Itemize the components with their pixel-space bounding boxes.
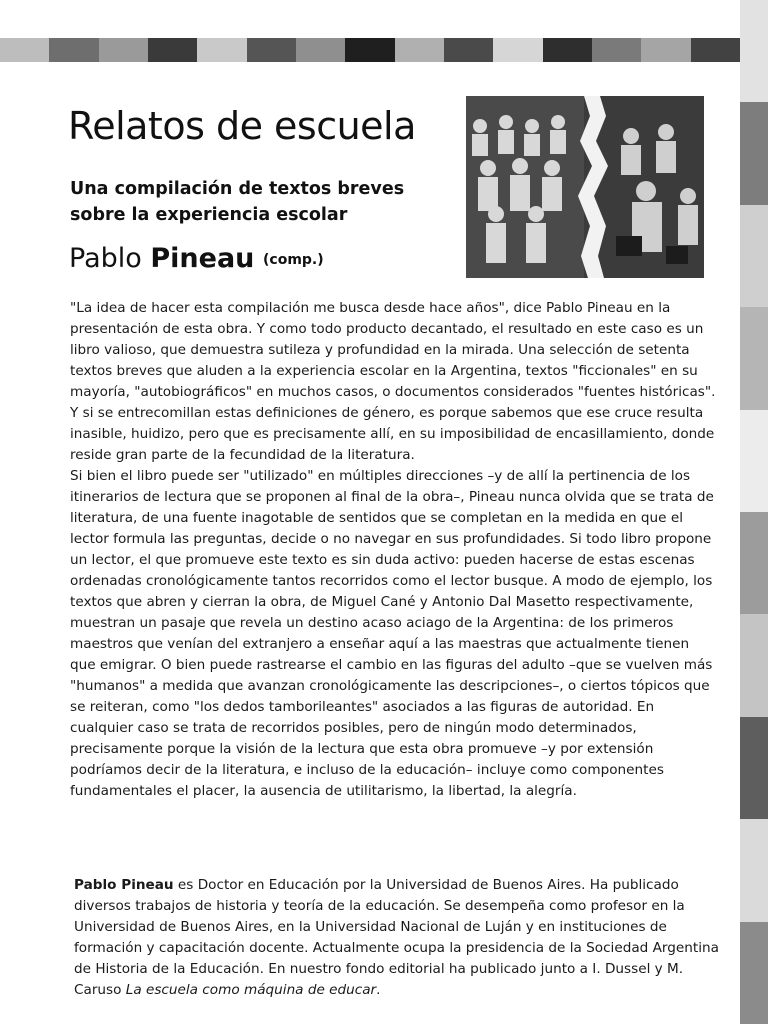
header-color-block <box>49 38 98 62</box>
header-color-block <box>641 38 690 62</box>
author-bio <box>74 875 720 1001</box>
edge-color-block <box>740 512 768 614</box>
header-color-block <box>0 38 49 62</box>
bio-end: . <box>376 982 381 998</box>
edge-color-block <box>740 819 768 921</box>
description-paragraph-1: "La idea de hacer esta compilación me busca desde hace años", dice Pablo Pineau en la presentación de esta obra. Y como todo producto decantado, el resultado en este caso es un libro valioso, que demuestra sutileza y profundidad en la mirada. Una selección de setenta textos breves que aluden a la experiencia escolar en la Argentina, textos "ficcionales" en su mayoría, "autobiográficos" en muchos casos, o documentos considerados "fuentes históricas". Y si se entrecomillan estas definiciones de género, es porque sabemos que ese cruce resulta inasible, huidizo, pero que es precisamente allí, en su imposibilidad de encasillamiento, donde reside gran parte de la fecundidad de la literatura. <box>70 300 716 463</box>
bio-text: es Doctor en Educación por la Universidad de Buenos Aires. Ha publicado diversos trabajos de historia y teoría de la educación. Se desempeña como profesor en la Universidad de Buenos Aires, en la Universidad Nacional de Luján y en instituciones de formación y capacitación docente. Actualmente ocupa la presidencia de la Sociedad Argentina de Historia de la Educación. En nuestro fondo editorial ha publicado junto a I. Dussel y M. Caruso <box>74 877 719 998</box>
edge-color-block <box>740 0 768 102</box>
bio-paragraph <box>74 875 720 1001</box>
description-paragraph-2: Si bien el libro puede ser "utilizado" en múltiples direcciones –y de allí la pertinencia de los itinerarios de lectura que se proponen al final de la obra–, Pineau nunca olvida que se trata de literatura, de una fuente inagotable de sentidos que se completan en la medida en que el lector formula las preguntas, decide o no navegar en sus profundidades. Si todo libro propone un lector, el que promueve este texto es sin duda activo: pueden hacerse de estas escenas ordenadas cronológicamente tantos recorridos como el lector busque. A modo de ejemplo, los textos que abren y cierran la obra, de Miguel Cané y Antonio Dal Masetto respectivamente, muestran un pasaje que revela un destino acaso aciago de la Argentina: de los primeros maestros que venían del extranjero a enseñar aquí a las maestras que actualmente tienen que emigrar. O bien puede rastrearse el cambio en las figuras del adulto –que se vuelven más "humanos" a medida que avanzan cronológicamente las descripciones–, o ciertos tópicos que se reiteran, como "los dedos tamborileantes" asociados a las figuras de autoridad. En cualquier caso se trata de recorridos posibles, pero de ningún modo determinados, precisamente porque la visión de la lectura que esta obra promueve –y por extensión podríamos decir de la literatura, e incluso de la educación– incluye como componentes fundamentales el placer, la ausencia de utilitarismo, la libertad, la alegría. <box>70 468 714 799</box>
edge-color-block <box>740 922 768 1024</box>
book-author <box>69 243 324 274</box>
header-color-block <box>543 38 592 62</box>
page-edge-strip <box>740 0 768 1024</box>
author-role: (comp.) <box>263 252 324 268</box>
header-color-block <box>296 38 345 62</box>
header-color-block <box>395 38 444 62</box>
edge-color-block <box>740 717 768 819</box>
edge-color-block <box>740 410 768 512</box>
book-title: Relatos de escuela <box>68 104 416 148</box>
book-description <box>70 298 716 802</box>
header-color-block <box>197 38 246 62</box>
header-color-block <box>592 38 641 62</box>
header-color-block <box>493 38 542 62</box>
school-children-photo <box>466 96 704 278</box>
author-first-name: Pablo <box>69 243 142 274</box>
author-last-name: Pineau <box>150 243 255 274</box>
header-color-block <box>345 38 394 62</box>
edge-color-block <box>740 307 768 409</box>
cover-photo <box>466 96 704 278</box>
header-color-block <box>444 38 493 62</box>
bio-author-name: Pablo Pineau <box>74 877 174 893</box>
bio-book-title: La escuela como máquina de educar <box>125 982 377 998</box>
edge-color-block <box>740 614 768 716</box>
edge-color-block <box>740 102 768 204</box>
header-color-block <box>148 38 197 62</box>
header-color-block <box>691 38 740 62</box>
header-color-strip <box>0 38 740 62</box>
header-color-block <box>247 38 296 62</box>
book-subtitle: Una compilación de textos breves sobre la experiencia escolar <box>70 179 405 225</box>
header-color-block <box>99 38 148 62</box>
edge-color-block <box>740 205 768 307</box>
